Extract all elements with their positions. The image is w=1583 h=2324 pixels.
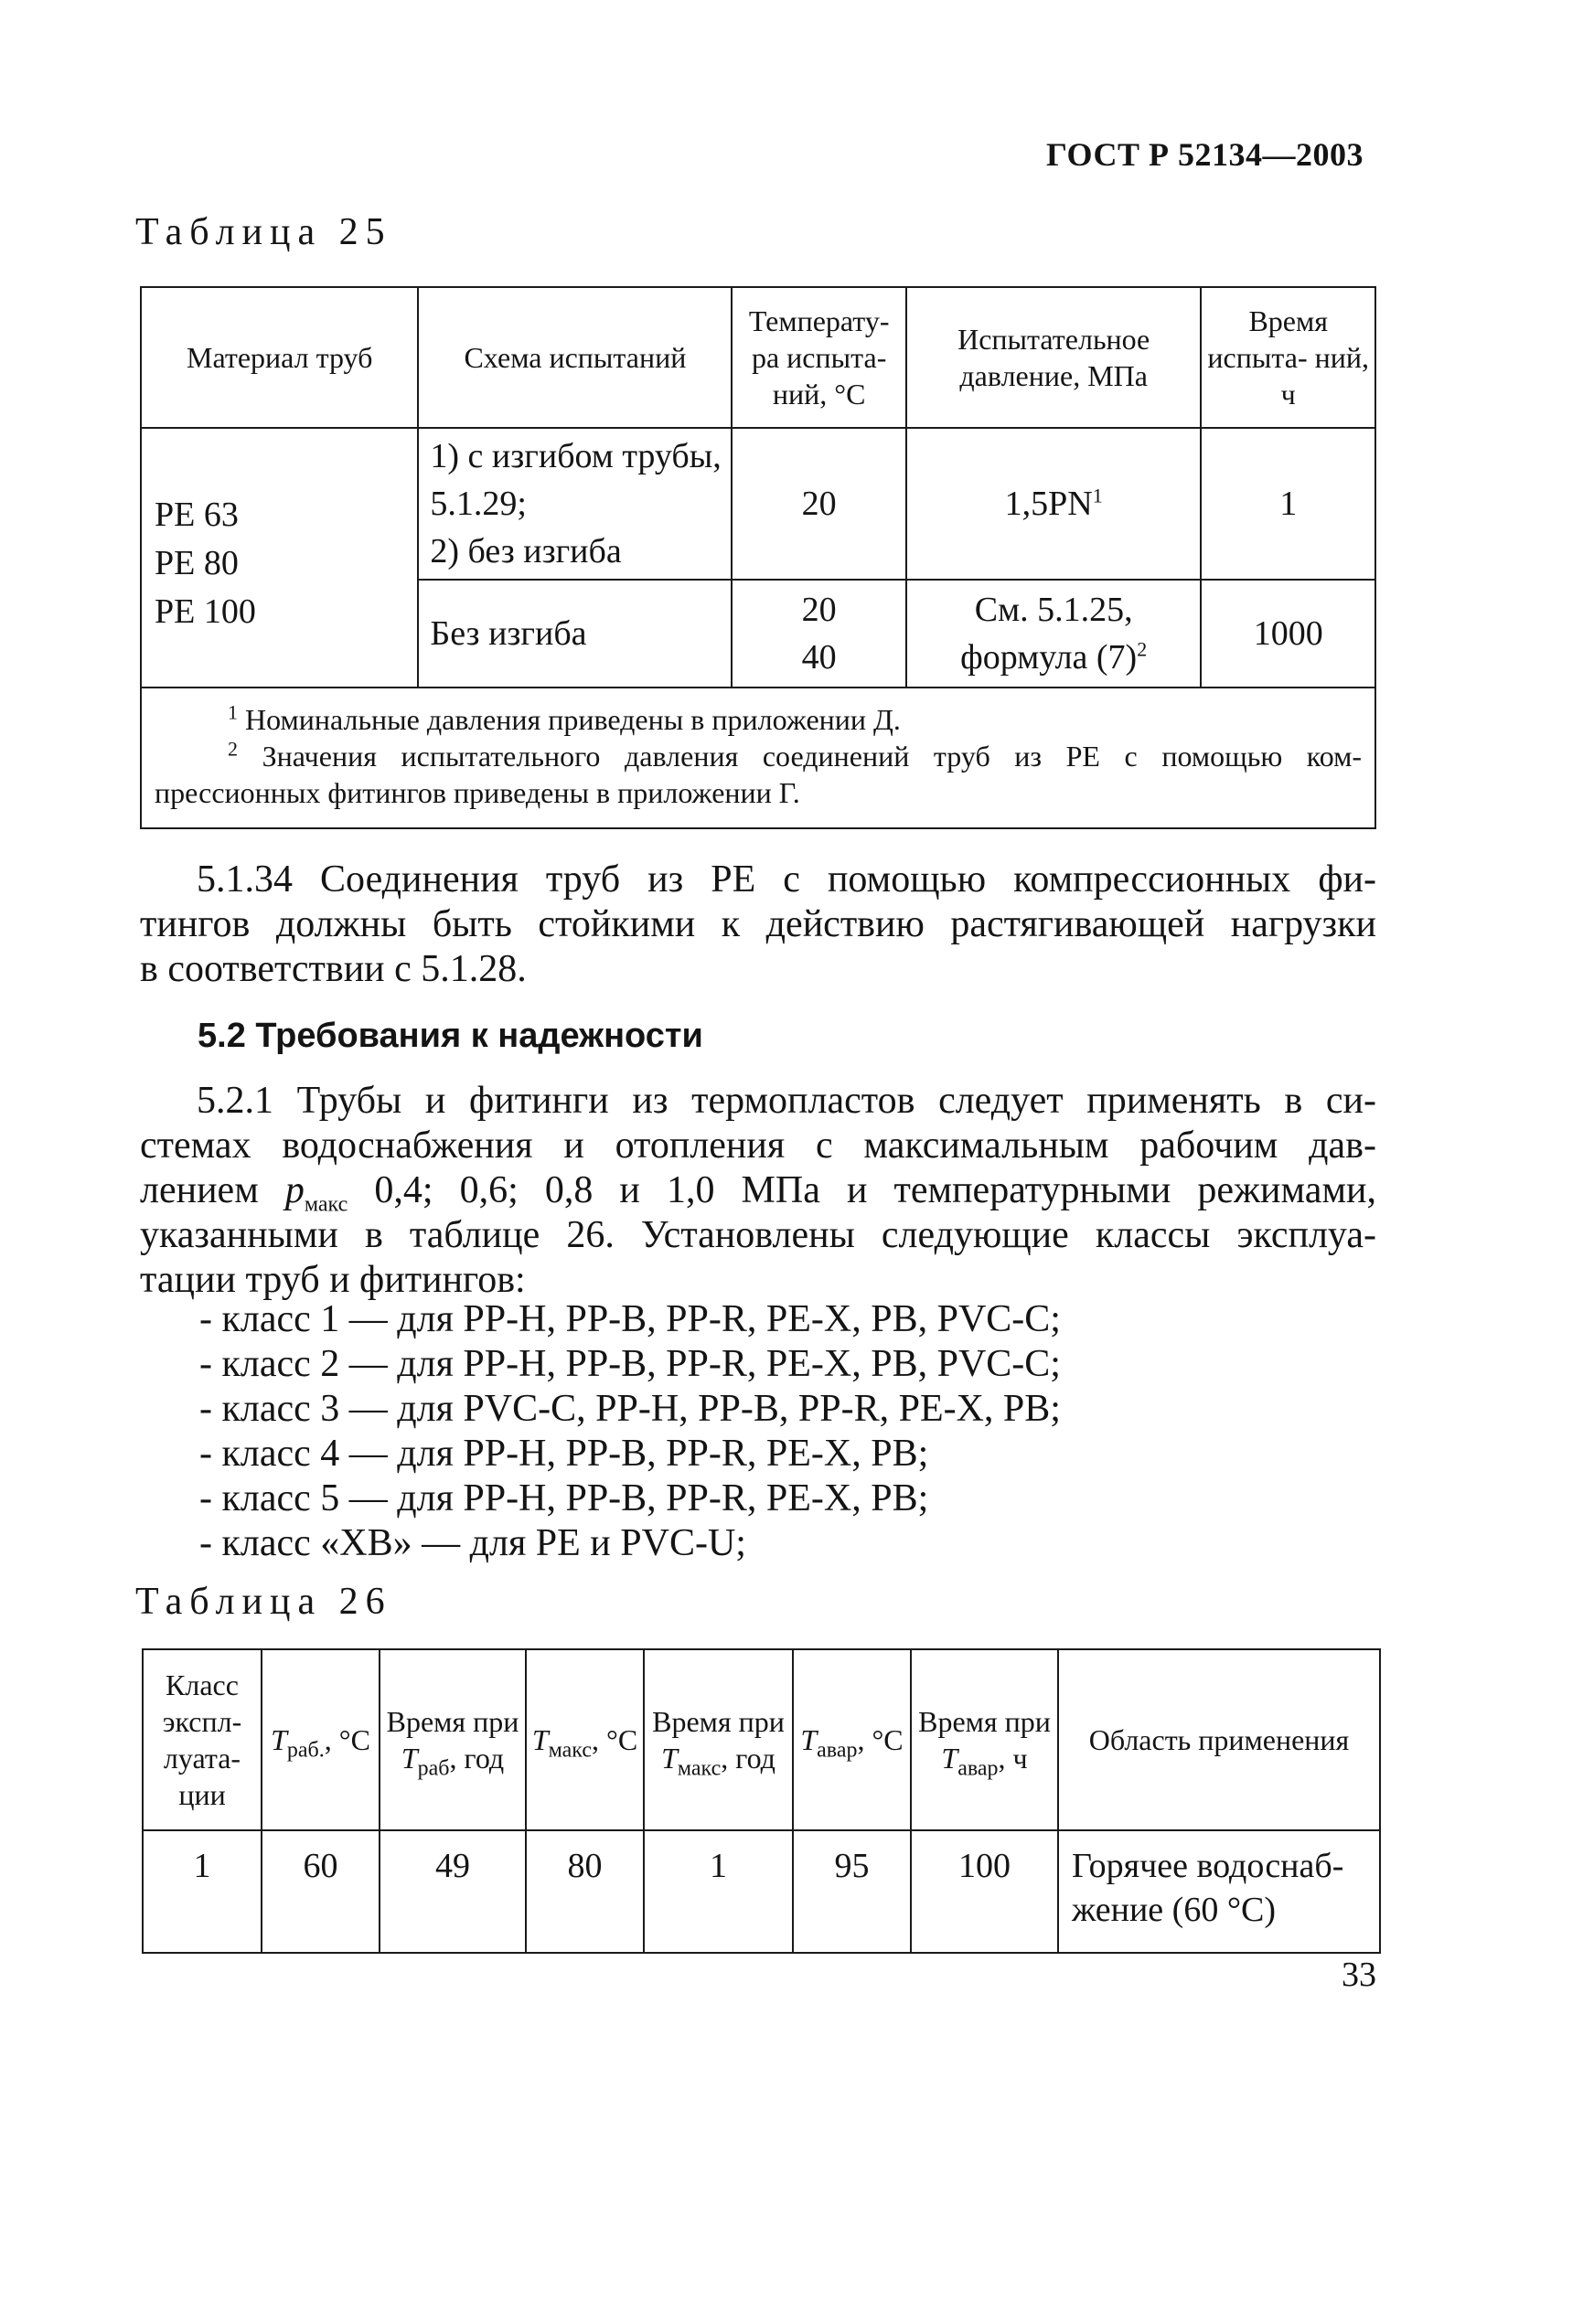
list-item: - класс 1 — для PP-H, PP-B, PP-R, PE-X, PB, PVC-C;: [199, 1298, 1061, 1340]
material-item: PE 80: [155, 544, 239, 582]
table-26-caption: Таблица 26: [135, 1581, 392, 1623]
text-fragment: лением: [140, 1169, 285, 1211]
scheme-cell: Без изгиба: [418, 580, 732, 688]
symbol-p: p: [284, 1169, 305, 1211]
pressure-cell: [906, 580, 1201, 688]
text-line: тации труб и фитингов:: [140, 1259, 526, 1301]
text-fragment: 0,4; 0,6; 0,8 и 1,0 МПа и температурными режимами,: [348, 1169, 1376, 1211]
table-footnote-row: [141, 688, 1375, 828]
temperature-cell: 20: [732, 428, 906, 580]
list-item: - класс «ХВ» — для РЕ и PVC-U;: [199, 1522, 746, 1564]
footnote-1: Номинальные давления приведены в приложении Д.: [245, 703, 901, 736]
table-26: [142, 1648, 1381, 1954]
text-line: 5.2.1 Трубы и фитинги из термопластов следует применять в си-: [197, 1080, 1376, 1122]
cell-time-t-max: 1: [644, 1830, 793, 1953]
footnote-ref: 2: [1137, 637, 1148, 661]
header-t-avar: $T_{авар}$, °С: [793, 1649, 911, 1830]
scheme-line: 1) с изгибом трубы,: [430, 437, 722, 475]
paragraph-5-2-1: [140, 1079, 1376, 1303]
text-line: тингов должны быть стойкими к действию растягивающей нагрузки: [140, 903, 1376, 945]
pressure-value: 1,5PN: [1004, 485, 1093, 523]
table-25-caption: Таблица 25: [135, 211, 392, 253]
header-temperature: Температу- ра испыта- ний, °С: [732, 287, 906, 428]
footnote-mark: 2: [228, 737, 238, 761]
header-time-t-avar: Время при $T_{авар}$, ч: [911, 1649, 1058, 1830]
table-25: [140, 286, 1376, 829]
time-cell: 1000: [1201, 580, 1375, 688]
text-line: стемах водоснабжения и отопления с максимальным рабочим дав-: [140, 1125, 1376, 1167]
table-row: [141, 428, 1375, 580]
cell-area: Горячее водоснаб- жение (60 °С): [1058, 1830, 1380, 1953]
table-26-header-row: [143, 1649, 1380, 1830]
page-number: 33: [1342, 1956, 1376, 1994]
footnote-2: Значения испытательного давления соединений труб из РЕ с помощью ком-: [262, 740, 1363, 773]
temperature-cell: [732, 580, 906, 688]
list-item: - класс 5 — для PP-H, PP-B, PP-R, PE-X, PB;: [199, 1477, 929, 1519]
cell-t-max: 80: [526, 1830, 644, 1953]
cell-t-rab: 60: [262, 1830, 380, 1953]
temperature-value: 20: [801, 591, 837, 629]
footnote-2-cont: прессионных фитингов приведены в приложении Г.: [155, 776, 800, 809]
section-title: 5.2 Требования к надежности: [198, 1017, 703, 1055]
temperature-value: 40: [801, 638, 837, 677]
paragraph-5-1-34: [140, 858, 1376, 992]
header-time-t-rab: Время при $T_{раб}$, год: [380, 1649, 526, 1830]
footnote-cell: [141, 688, 1375, 828]
material-item: PE 63: [155, 496, 239, 534]
header-pressure: Испытательное давление, МПа: [906, 287, 1201, 428]
text-line: [140, 1168, 1376, 1217]
footnote-ref: 1: [1092, 484, 1103, 507]
cell-class: 1: [143, 1830, 262, 1953]
subscript: макс: [304, 1192, 348, 1217]
pressure-line: См. 5.1.25,: [974, 591, 1133, 629]
table-25-header-row: [141, 287, 1375, 428]
pressure-cell: [906, 428, 1201, 580]
scheme-line: 2) без изгиба: [430, 532, 622, 570]
cell-time-t-rab: 49: [380, 1830, 526, 1953]
pressure-line: формула (7): [960, 638, 1138, 677]
scheme-cell: [418, 428, 732, 580]
header-t-rab: $T_{раб.}$, °С: [262, 1649, 380, 1830]
header-material: Материал труб: [141, 287, 418, 428]
document-header: ГОСТ Р 52134—2003: [1046, 136, 1364, 173]
table-row: [143, 1830, 1380, 1953]
header-time-t-max: Время при $T_{макс}$, год: [644, 1649, 793, 1830]
cell-time-t-avar: 100: [911, 1830, 1058, 1953]
material-item: PE 100: [155, 592, 256, 631]
text-line: 5.1.34 Соединения труб из РЕ с помощью компрессионных фи-: [197, 858, 1376, 901]
header-time: Время испыта- ний, ч: [1201, 287, 1375, 428]
list-item: - класс 2 — для PP-H, PP-B, PP-R, PE-X, PB, PVC-C;: [199, 1343, 1061, 1385]
header-area: Область применения: [1058, 1649, 1380, 1830]
text-line: в соответствии с 5.1.28.: [140, 948, 527, 990]
material-cell: [141, 428, 418, 688]
header-class: Класс экспл- луата- ции: [143, 1649, 262, 1830]
time-cell: 1: [1201, 428, 1375, 580]
text-line: указанными в таблице 26. Установлены следующие классы эксплуа-: [140, 1214, 1376, 1256]
footnote-mark: 1: [228, 700, 238, 724]
header-t-max: $T_{макс}$, °С: [526, 1649, 644, 1830]
scheme-line: 5.1.29;: [430, 485, 527, 523]
header-scheme: Схема испытаний: [418, 287, 732, 428]
class-list: [199, 1297, 1061, 1566]
cell-t-avar: 95: [793, 1830, 911, 1953]
list-item: - класс 4 — для PP-H, PP-B, PP-R, PE-X, PB;: [199, 1433, 929, 1475]
list-item: - класс 3 — для PVC-C, PP-H, PP-B, PP-R, PE-X, PB;: [199, 1388, 1061, 1430]
